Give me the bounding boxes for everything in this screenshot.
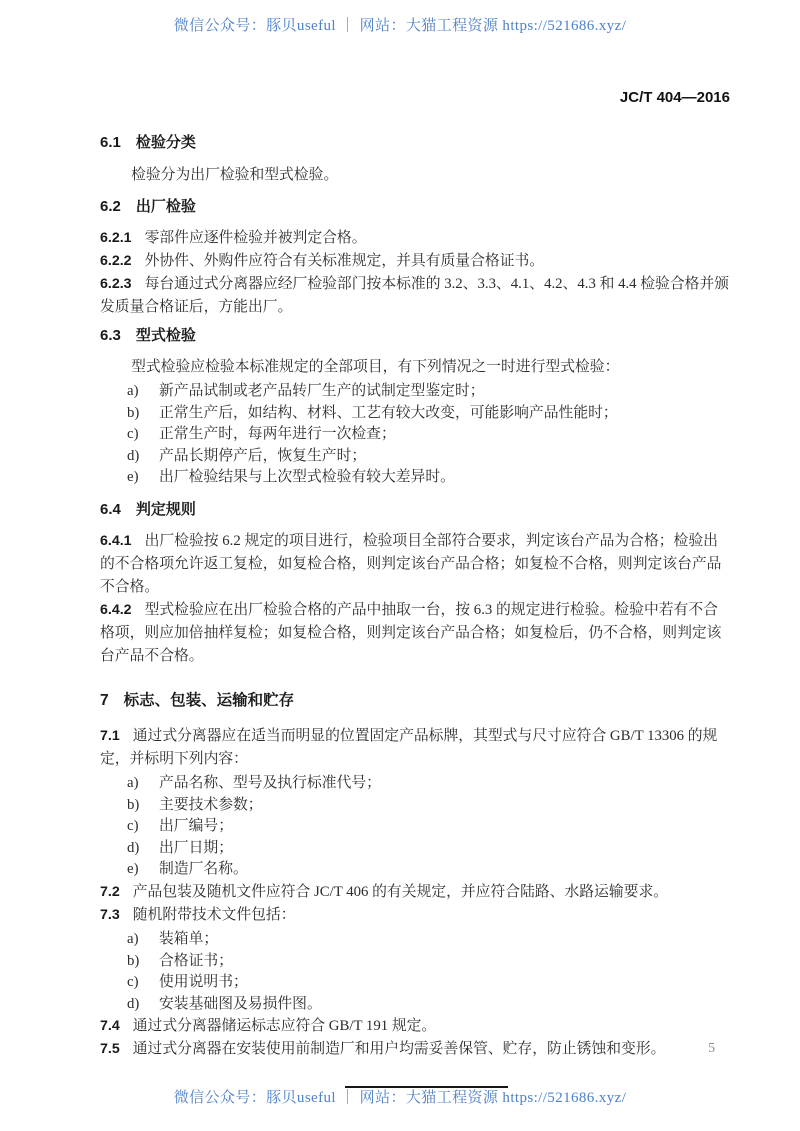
list-item-label: a) — [127, 774, 139, 791]
clause-text: 外协件、外购件应符合有关标准规定，并具有质量合格证书。 — [144, 253, 545, 269]
clause-number: 6.4.1 — [100, 532, 132, 549]
list-item-text: 使用说明书； — [159, 974, 248, 991]
section-6-2-heading — [100, 196, 730, 218]
list-7-3 — [100, 929, 730, 1015]
page-number: 5 — [708, 1040, 715, 1055]
list-item-label: b) — [127, 404, 140, 421]
section-title: 判定规则 — [135, 500, 196, 518]
clause-number: 6.2.3 — [100, 276, 132, 292]
section-6-4-heading — [100, 499, 730, 521]
list-item — [127, 381, 730, 403]
section-title: 型式检验 — [135, 327, 196, 344]
list-item — [127, 446, 730, 468]
clause-6-2-3 — [100, 273, 730, 319]
section-number: 6.3 — [100, 327, 121, 344]
list-item — [127, 951, 730, 973]
section-6-1-heading — [100, 132, 730, 154]
watermark-top: 微信公众号：豚贝useful ｜ 网站：大猫工程资源 https://521686.xyz/ — [173, 18, 627, 34]
list-item-text: 出厂检验结果与上次型式检验有较大差异时。 — [159, 469, 455, 486]
list-item-label: c) — [127, 818, 139, 835]
clause-number: 6.4.2 — [100, 601, 132, 618]
list-item-label: a) — [127, 383, 139, 399]
list-item — [127, 838, 730, 860]
list-item — [127, 972, 730, 994]
list-item — [127, 773, 730, 795]
clause-number: 6.2.1 — [100, 230, 132, 246]
list-item-label: b) — [127, 952, 140, 969]
list-item-label: a) — [127, 930, 139, 947]
list-item-text: 新产品试制或老产品转厂生产的试制定型鉴定时； — [159, 383, 485, 399]
paragraph-6-3: 型式检验应检验本标准规定的全部项目，有下列情况之一时进行型式检验： — [131, 359, 620, 375]
list-item — [127, 795, 730, 817]
list-item-text: 合格证书； — [159, 952, 233, 969]
clause-7-4 — [100, 1015, 730, 1038]
clause-6-2-2 — [100, 250, 730, 273]
clause-text: 随机附带技术文件包括： — [132, 906, 296, 923]
list-item-label: c) — [127, 426, 139, 443]
clause-text: 零部件应逐件检验并被判定合格。 — [144, 230, 367, 246]
list-item-text: 主要技术参数； — [159, 796, 263, 813]
section-number: 6.1 — [100, 134, 121, 151]
section-6-3-heading — [100, 325, 730, 347]
clause-number: 7.5 — [100, 1041, 120, 1058]
watermark-bottom: 微信公众号：豚贝useful ｜ 网站：大猫工程资源 https://521686.xyz/ — [173, 1090, 627, 1106]
list-item-label: d) — [127, 447, 140, 464]
list-item-text: 产品名称、型号及执行标准代号； — [159, 774, 381, 791]
list-item-text: 装箱单； — [159, 930, 219, 947]
clause-text: 出厂检验按 6.2 规定的项目进行，检验项目全部符合要求，判定该台产品为合格；检验出的不合格项允许返工复检，如复检合格，则判定该台产品合格；如复检不合格，则判定该台产品不合格。 — [100, 532, 722, 595]
section-number: 6.2 — [100, 198, 121, 215]
list-6-3 — [100, 381, 730, 489]
list-item-text: 出厂编号； — [159, 818, 233, 835]
page-content — [0, 88, 800, 1061]
clause-7-2 — [100, 881, 730, 904]
section-title: 检验分类 — [135, 134, 196, 151]
list-item-label: e) — [127, 469, 139, 486]
doc-code: JC/T 404—2016 — [619, 89, 730, 106]
clause-number: 7.2 — [100, 883, 120, 900]
clause-number: 6.2.2 — [100, 253, 132, 269]
list-item-label: d) — [127, 839, 140, 856]
section-number: 6.4 — [100, 500, 121, 518]
list-item — [127, 859, 730, 881]
list-item-label: e) — [127, 861, 139, 878]
list-item-label: d) — [127, 995, 140, 1012]
clause-text: 通过式分离器在安装使用前制造厂和用户均需妥善保管、贮存，防止锈蚀和变形。 — [132, 1041, 666, 1058]
clause-number: 7.3 — [100, 906, 120, 923]
paragraph-6-1: 检验分为出厂检验和型式检验。 — [131, 167, 339, 183]
chapter-title: 标志、包装、运输和贮存 — [123, 691, 295, 709]
list-item-text: 产品长期停产后，恢复生产时； — [159, 447, 367, 464]
list-item-text: 安装基础图及易损件图。 — [159, 995, 322, 1012]
list-item-text: 正常生产后，如结构、材料、工艺有较大改变，可能影响产品性能时； — [159, 404, 618, 421]
clause-6-4-2 — [100, 599, 730, 668]
clause-6-2-1 — [100, 227, 730, 250]
clause-number: 7.1 — [100, 727, 120, 744]
clause-text: 通过式分离器储运标志应符合 GB/T 191 规定。 — [132, 1018, 437, 1035]
list-item-label: b) — [127, 796, 140, 813]
clause-number: 7.4 — [100, 1018, 120, 1035]
list-7-1 — [100, 773, 730, 881]
clause-text: 通过式分离器应在适当而明显的位置固定产品标牌，其型式与尺寸应符合 GB/T 13306 的规定，并标明下列内容： — [100, 727, 718, 767]
list-item-text: 正常生产时，每两年进行一次检查； — [159, 426, 396, 443]
chapter-7-heading — [100, 690, 730, 712]
clause-text: 每台通过式分离器应经厂检验部门按本标准的 3.2、3.3、4.1、4.2、4.3 和 4.4 检验合格并颁发质量合格证后，方能出厂。 — [100, 276, 730, 315]
clause-7-5 — [100, 1038, 730, 1061]
list-item — [127, 467, 730, 489]
list-item-text: 出厂日期； — [159, 839, 233, 856]
clause-7-1 — [100, 725, 730, 771]
chapter-number: 7 — [100, 691, 109, 709]
clause-7-3 — [100, 904, 730, 927]
list-item — [127, 403, 730, 425]
list-item — [127, 929, 730, 951]
list-item — [127, 994, 730, 1016]
clause-text: 型式检验应在出厂检验合格的产品中抽取一台，按 6.3 的规定进行检验。检验中若有不合格项，则应加倍抽样复检；如复检合格，则判定该台产品合格；如复检后，仍不合格，则判定该台产品不合格。 — [100, 601, 722, 664]
list-item — [127, 816, 730, 838]
list-item — [127, 424, 730, 446]
clause-text: 产品包装及随机文件应符合 JC/T 406 的有关规定，并应符合陆路、水路运输要求。 — [132, 883, 669, 900]
clause-6-4-1 — [100, 530, 730, 599]
list-item-label: c) — [127, 974, 139, 991]
section-title: 出厂检验 — [135, 198, 196, 215]
list-item-text: 制造厂名称。 — [159, 861, 248, 878]
